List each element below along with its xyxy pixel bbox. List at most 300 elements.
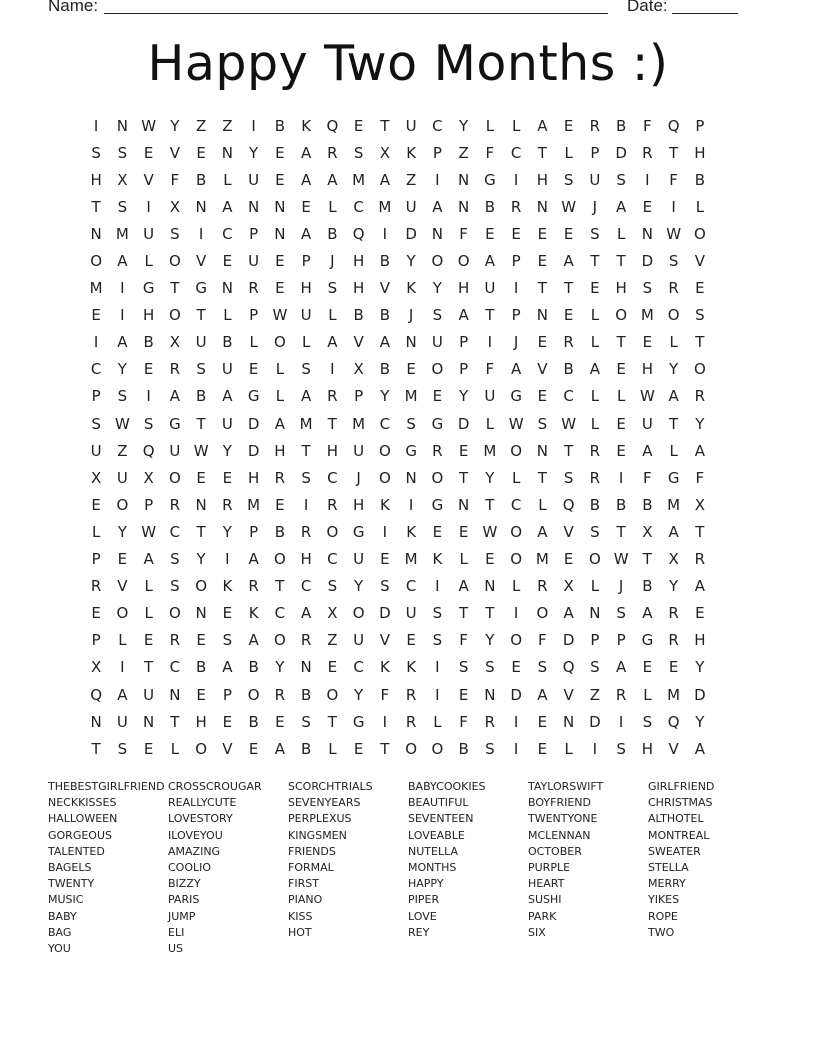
grid-letter[interactable]: T xyxy=(196,414,206,433)
grid-letter[interactable]: R xyxy=(589,116,601,135)
grid-letter[interactable]: I xyxy=(645,170,650,189)
grid-letter[interactable]: O xyxy=(510,441,523,460)
grid-letter[interactable]: A xyxy=(222,197,233,216)
grid-letter[interactable]: B xyxy=(694,170,706,189)
grid-letter[interactable]: R xyxy=(589,441,601,460)
grid-letter[interactable]: I xyxy=(251,116,256,135)
grid-letter[interactable]: K xyxy=(432,550,443,569)
grid-letter[interactable]: B xyxy=(248,658,259,677)
grid-letter[interactable]: E xyxy=(537,387,548,406)
grid-letter[interactable]: A xyxy=(458,306,469,325)
grid-letter[interactable]: B xyxy=(615,495,627,514)
grid-letter[interactable]: Y xyxy=(459,116,469,135)
grid-letter[interactable]: U xyxy=(353,441,365,460)
grid-letter[interactable]: L xyxy=(590,414,600,433)
grid-letter[interactable]: J xyxy=(330,252,335,271)
grid-letter[interactable]: L xyxy=(669,441,678,460)
grid-letter[interactable]: N xyxy=(536,197,548,216)
grid-letter[interactable]: O xyxy=(510,522,523,541)
grid-letter[interactable]: I xyxy=(303,495,309,514)
grid-letter[interactable]: S xyxy=(222,631,233,650)
grid-letter[interactable]: M xyxy=(404,387,418,406)
grid-letter[interactable]: T xyxy=(669,143,679,162)
grid-letter[interactable]: U xyxy=(431,333,443,352)
grid-letter[interactable]: M xyxy=(404,550,418,569)
grid-letter[interactable]: D xyxy=(694,685,706,704)
grid-letter[interactable]: R xyxy=(169,360,181,379)
grid-letter[interactable]: L xyxy=(643,685,652,704)
grid-letter[interactable]: Q xyxy=(90,685,103,704)
grid-letter[interactable]: M xyxy=(535,550,549,569)
grid-letter[interactable]: G xyxy=(142,279,155,298)
grid-letter[interactable]: D xyxy=(562,631,575,650)
grid-letter[interactable]: W xyxy=(272,306,288,325)
grid-letter[interactable]: L xyxy=(695,197,705,216)
grid-letter[interactable]: A xyxy=(117,685,128,704)
grid-letter[interactable]: Q xyxy=(667,712,680,731)
grid-letter[interactable]: N xyxy=(300,658,312,677)
grid-letter[interactable]: C xyxy=(563,387,574,406)
grid-letter[interactable]: U xyxy=(248,170,260,189)
grid-letter[interactable]: U xyxy=(300,306,312,325)
grid-letter[interactable]: A xyxy=(458,577,469,596)
grid-letter[interactable]: S xyxy=(537,414,548,433)
grid-letter[interactable]: F xyxy=(538,631,547,650)
grid-letter[interactable]: E xyxy=(327,658,338,677)
grid-letter[interactable]: H xyxy=(90,170,102,189)
grid-letter[interactable]: I xyxy=(225,550,230,569)
grid-letter[interactable]: B xyxy=(379,360,391,379)
grid-letter[interactable]: V xyxy=(169,143,180,162)
grid-letter[interactable]: S xyxy=(563,170,574,189)
grid-letter[interactable]: V xyxy=(143,170,154,189)
grid-letter[interactable]: U xyxy=(221,360,233,379)
grid-letter[interactable]: E xyxy=(222,468,233,487)
grid-letter[interactable]: R xyxy=(169,631,181,650)
grid-letter[interactable]: I xyxy=(120,279,125,298)
grid-letter[interactable]: G xyxy=(667,468,680,487)
grid-letter[interactable]: E xyxy=(196,143,206,162)
grid-letter[interactable]: G xyxy=(169,414,181,433)
grid-letter[interactable]: C xyxy=(222,224,233,243)
grid-letter[interactable]: O xyxy=(431,739,444,758)
grid-letter[interactable]: R xyxy=(248,577,259,596)
grid-letter[interactable]: L xyxy=(170,739,180,758)
grid-letter[interactable]: L xyxy=(144,252,153,271)
grid-letter[interactable]: R xyxy=(248,279,259,298)
grid-letter[interactable]: Y xyxy=(354,685,364,704)
grid-letter[interactable]: E xyxy=(432,387,443,406)
grid-letter[interactable]: H xyxy=(694,631,706,650)
grid-letter[interactable]: A xyxy=(300,143,312,162)
grid-letter[interactable]: U xyxy=(405,604,417,623)
grid-letter[interactable]: T xyxy=(564,279,574,298)
grid-letter[interactable]: E xyxy=(432,522,443,541)
grid-letter[interactable]: A xyxy=(222,658,233,677)
grid-letter[interactable]: C xyxy=(353,197,364,216)
grid-letter[interactable]: O xyxy=(667,306,680,325)
grid-letter[interactable]: N xyxy=(274,197,286,216)
grid-letter[interactable]: O xyxy=(247,685,260,704)
grid-letter[interactable]: E xyxy=(642,658,653,677)
date-input-line[interactable] xyxy=(672,13,738,14)
grid-letter[interactable]: F xyxy=(485,143,495,162)
grid-letter[interactable]: L xyxy=(328,306,337,325)
grid-letter[interactable]: I xyxy=(592,739,598,758)
grid-letter[interactable]: C xyxy=(432,116,443,135)
grid-letter[interactable]: N xyxy=(90,224,102,243)
grid-letter[interactable]: B xyxy=(143,333,154,352)
grid-letter[interactable]: E xyxy=(275,143,285,162)
grid-letter[interactable]: N xyxy=(405,333,417,352)
grid-letter[interactable]: C xyxy=(379,414,391,433)
grid-letter[interactable]: R xyxy=(169,495,181,514)
grid-letter[interactable]: H xyxy=(300,550,312,569)
grid-letter[interactable]: H xyxy=(300,279,312,298)
grid-letter[interactable]: O xyxy=(326,685,339,704)
grid-letter[interactable]: P xyxy=(459,360,469,379)
grid-letter[interactable]: D xyxy=(615,143,627,162)
grid-letter[interactable]: U xyxy=(405,116,417,135)
grid-letter[interactable]: B xyxy=(379,306,391,325)
grid-letter[interactable]: P xyxy=(249,224,259,243)
grid-letter[interactable]: X xyxy=(563,577,574,596)
grid-letter[interactable]: U xyxy=(353,550,365,569)
grid-letter[interactable]: K xyxy=(248,604,259,623)
grid-letter[interactable]: E xyxy=(563,550,574,569)
grid-letter[interactable]: S xyxy=(668,252,679,271)
grid-letter[interactable]: O xyxy=(352,604,365,623)
grid-letter[interactable]: O xyxy=(510,631,523,650)
grid-letter[interactable]: K xyxy=(406,658,417,677)
grid-letter[interactable]: L xyxy=(590,387,600,406)
grid-letter[interactable]: M xyxy=(352,170,366,189)
grid-letter[interactable]: R xyxy=(274,685,286,704)
grid-letter[interactable]: P xyxy=(91,631,101,650)
grid-letter[interactable]: R xyxy=(405,712,417,731)
grid-letter[interactable]: E xyxy=(91,306,101,325)
grid-letter[interactable]: S xyxy=(196,360,206,379)
grid-letter[interactable]: E xyxy=(668,658,679,677)
grid-letter[interactable]: B xyxy=(484,197,496,216)
grid-letter[interactable]: B xyxy=(300,739,312,758)
grid-letter[interactable]: Y xyxy=(485,631,495,650)
grid-letter[interactable]: S xyxy=(327,577,338,596)
grid-letter[interactable]: O xyxy=(90,252,103,271)
grid-letter[interactable]: W xyxy=(141,522,157,541)
grid-letter[interactable]: H xyxy=(615,279,627,298)
grid-letter[interactable]: E xyxy=(458,441,469,460)
grid-letter[interactable]: V xyxy=(537,360,548,379)
grid-letter[interactable]: R xyxy=(668,631,679,650)
grid-letter[interactable]: A xyxy=(327,333,338,352)
grid-letter[interactable]: V xyxy=(222,739,233,758)
grid-letter[interactable]: U xyxy=(641,414,653,433)
grid-letter[interactable]: E xyxy=(537,252,548,271)
grid-letter[interactable]: U xyxy=(169,441,181,460)
grid-letter[interactable]: L xyxy=(485,414,495,433)
grid-letter[interactable]: R xyxy=(405,685,417,704)
grid-letter[interactable]: C xyxy=(169,522,181,541)
grid-letter[interactable]: C xyxy=(405,577,417,596)
grid-letter[interactable]: E xyxy=(458,522,469,541)
grid-letter[interactable]: Y xyxy=(222,441,232,460)
grid-letter[interactable]: S xyxy=(485,658,495,677)
grid-letter[interactable]: M xyxy=(667,495,681,514)
grid-letter[interactable]: T xyxy=(380,739,390,758)
grid-letter[interactable]: L xyxy=(511,577,521,596)
grid-letter[interactable]: O xyxy=(273,631,286,650)
grid-letter[interactable]: V xyxy=(195,252,207,271)
grid-letter[interactable]: N xyxy=(458,170,470,189)
grid-letter[interactable]: A xyxy=(694,577,705,596)
grid-letter[interactable]: L xyxy=(91,522,101,541)
grid-letter[interactable]: T xyxy=(380,116,390,135)
grid-letter[interactable]: O xyxy=(431,252,444,271)
grid-letter[interactable]: V xyxy=(353,333,364,352)
grid-letter[interactable]: S xyxy=(301,360,311,379)
grid-letter[interactable]: S xyxy=(642,712,653,731)
grid-letter[interactable]: A xyxy=(589,360,600,379)
grid-letter[interactable]: S xyxy=(590,522,600,541)
grid-letter[interactable]: D xyxy=(589,712,601,731)
grid-letter[interactable]: C xyxy=(274,604,286,623)
grid-letter[interactable]: U xyxy=(143,685,155,704)
grid-letter[interactable]: M xyxy=(667,685,681,704)
grid-letter[interactable]: I xyxy=(513,604,519,623)
grid-letter[interactable]: R xyxy=(642,143,653,162)
grid-letter[interactable]: T xyxy=(537,468,547,487)
grid-letter[interactable]: J xyxy=(618,577,624,596)
grid-letter[interactable]: B xyxy=(274,522,286,541)
grid-letter[interactable]: P xyxy=(91,387,101,406)
grid-letter[interactable]: E xyxy=(563,306,574,325)
grid-letter[interactable]: E xyxy=(537,333,548,352)
grid-letter[interactable]: A xyxy=(274,414,285,433)
grid-letter[interactable]: W xyxy=(114,414,130,433)
name-input-line[interactable] xyxy=(104,13,608,14)
grid-letter[interactable]: K xyxy=(406,143,417,162)
grid-letter[interactable]: X xyxy=(90,658,102,677)
grid-letter[interactable]: E xyxy=(563,116,574,135)
grid-letter[interactable]: A xyxy=(248,550,259,569)
grid-letter[interactable]: I xyxy=(618,712,624,731)
grid-letter[interactable]: F xyxy=(170,170,180,189)
grid-letter[interactable]: C xyxy=(327,468,338,487)
grid-letter[interactable]: L xyxy=(223,306,232,325)
grid-letter[interactable]: G xyxy=(405,441,417,460)
grid-letter[interactable]: N xyxy=(484,685,496,704)
grid-letter[interactable]: F xyxy=(459,631,468,650)
grid-letter[interactable]: J xyxy=(356,468,361,487)
grid-letter[interactable]: Z xyxy=(222,116,233,135)
grid-letter[interactable]: A xyxy=(169,387,180,406)
grid-letter[interactable]: X xyxy=(694,495,706,514)
grid-letter[interactable]: E xyxy=(695,279,705,298)
grid-letter[interactable]: C xyxy=(300,577,312,596)
grid-letter[interactable]: T xyxy=(537,143,547,162)
grid-letter[interactable]: I xyxy=(435,658,440,677)
grid-letter[interactable]: A xyxy=(563,604,574,623)
grid-letter[interactable]: H xyxy=(457,279,470,298)
grid-letter[interactable]: W xyxy=(613,550,629,569)
grid-letter[interactable]: H xyxy=(352,495,365,514)
grid-letter[interactable]: P xyxy=(301,252,311,271)
grid-letter[interactable]: N xyxy=(536,441,548,460)
grid-letter[interactable]: X xyxy=(169,333,181,352)
grid-letter[interactable]: S xyxy=(170,577,180,596)
grid-letter[interactable]: S xyxy=(301,712,311,731)
grid-letter[interactable]: I xyxy=(671,197,676,216)
grid-letter[interactable]: S xyxy=(406,414,416,433)
grid-letter[interactable]: E xyxy=(458,685,469,704)
grid-letter[interactable]: M xyxy=(299,414,313,433)
grid-letter[interactable]: A xyxy=(248,631,259,650)
grid-letter[interactable]: U xyxy=(116,468,128,487)
grid-letter[interactable]: D xyxy=(379,604,391,623)
grid-letter[interactable]: E xyxy=(695,604,705,623)
grid-letter[interactable]: L xyxy=(511,468,521,487)
grid-letter[interactable]: O xyxy=(168,252,181,271)
grid-letter[interactable]: Y xyxy=(695,414,705,433)
grid-letter[interactable]: A xyxy=(117,252,128,271)
grid-letter[interactable]: B xyxy=(195,170,207,189)
grid-letter[interactable]: O xyxy=(116,495,129,514)
grid-letter[interactable]: Z xyxy=(458,143,469,162)
grid-letter[interactable]: D xyxy=(510,685,522,704)
grid-letter[interactable]: I xyxy=(120,658,125,677)
grid-letter[interactable]: Y xyxy=(669,360,679,379)
grid-letter[interactable]: Q xyxy=(326,116,339,135)
grid-letter[interactable]: E xyxy=(616,441,626,460)
grid-letter[interactable]: U xyxy=(248,252,260,271)
grid-letter[interactable]: B xyxy=(300,685,312,704)
grid-letter[interactable]: T xyxy=(695,333,705,352)
grid-letter[interactable]: I xyxy=(146,197,151,216)
grid-letter[interactable]: G xyxy=(431,495,444,514)
grid-letter[interactable]: I xyxy=(146,387,151,406)
grid-letter[interactable]: E xyxy=(143,739,154,758)
grid-letter[interactable]: G xyxy=(352,522,365,541)
grid-letter[interactable]: Z xyxy=(405,170,417,189)
grid-letter[interactable]: P xyxy=(432,143,442,162)
grid-letter[interactable]: O xyxy=(273,333,286,352)
grid-letter[interactable]: E xyxy=(222,712,233,731)
grid-letter[interactable]: N xyxy=(458,495,470,514)
grid-letter[interactable]: U xyxy=(484,279,496,298)
grid-letter[interactable]: Q xyxy=(562,495,575,514)
grid-letter[interactable]: B xyxy=(563,360,574,379)
grid-letter[interactable]: R xyxy=(327,495,338,514)
grid-letter[interactable]: H xyxy=(274,441,286,460)
grid-letter[interactable]: B xyxy=(327,224,338,243)
grid-letter[interactable]: Y xyxy=(695,658,705,677)
grid-letter[interactable]: S xyxy=(616,170,626,189)
grid-letter[interactable]: K xyxy=(406,279,417,298)
grid-letter[interactable]: N xyxy=(221,279,233,298)
grid-letter[interactable]: T xyxy=(485,495,495,514)
grid-letter[interactable]: A xyxy=(484,252,495,271)
grid-letter[interactable]: X xyxy=(327,604,338,623)
grid-letter[interactable]: U xyxy=(195,333,207,352)
grid-letter[interactable]: P xyxy=(91,550,101,569)
grid-letter[interactable]: K xyxy=(222,577,233,596)
grid-letter[interactable]: Y xyxy=(249,143,259,162)
grid-letter[interactable]: B xyxy=(222,333,233,352)
grid-letter[interactable]: V xyxy=(668,739,679,758)
grid-letter[interactable]: Y xyxy=(196,550,206,569)
grid-letter[interactable]: B xyxy=(274,116,286,135)
grid-letter[interactable]: D xyxy=(247,441,260,460)
grid-letter[interactable]: S xyxy=(485,739,495,758)
grid-letter[interactable]: E xyxy=(590,279,600,298)
grid-letter[interactable]: A xyxy=(642,441,653,460)
grid-letter[interactable]: S xyxy=(695,306,705,325)
grid-letter[interactable]: H xyxy=(142,306,155,325)
grid-letter[interactable]: G xyxy=(484,170,496,189)
grid-letter[interactable]: R xyxy=(589,468,601,487)
grid-letter[interactable]: A xyxy=(510,360,522,379)
grid-letter[interactable]: T xyxy=(196,306,206,325)
grid-letter[interactable]: T xyxy=(537,279,547,298)
grid-letter[interactable]: I xyxy=(382,522,388,541)
grid-letter[interactable]: L xyxy=(616,224,626,243)
grid-letter[interactable]: O xyxy=(168,604,181,623)
grid-letter[interactable]: V xyxy=(563,685,574,704)
grid-letter[interactable]: S xyxy=(327,279,338,298)
grid-letter[interactable]: H xyxy=(641,360,654,379)
grid-letter[interactable]: E xyxy=(275,712,285,731)
grid-letter[interactable]: B xyxy=(615,116,627,135)
grid-letter[interactable]: M xyxy=(352,414,366,433)
grid-letter[interactable]: Y xyxy=(406,252,416,271)
grid-letter[interactable]: H xyxy=(352,252,365,271)
grid-letter[interactable]: B xyxy=(195,658,207,677)
grid-letter[interactable]: Y xyxy=(695,712,705,731)
grid-letter[interactable]: I xyxy=(382,224,388,243)
grid-letter[interactable]: I xyxy=(435,685,440,704)
grid-letter[interactable]: L xyxy=(301,333,311,352)
grid-letter[interactable]: B xyxy=(195,387,207,406)
grid-letter[interactable]: A xyxy=(642,604,653,623)
grid-letter[interactable]: L xyxy=(144,577,153,596)
grid-letter[interactable]: C xyxy=(169,658,181,677)
grid-letter[interactable]: A xyxy=(300,170,312,189)
grid-letter[interactable]: O xyxy=(326,522,339,541)
grid-letter[interactable]: I xyxy=(513,170,519,189)
grid-letter[interactable]: H xyxy=(195,712,207,731)
grid-letter[interactable]: T xyxy=(669,414,679,433)
grid-letter[interactable]: E xyxy=(301,197,311,216)
grid-letter[interactable]: A xyxy=(537,522,548,541)
grid-letter[interactable]: F xyxy=(643,468,652,487)
grid-letter[interactable]: E xyxy=(511,224,521,243)
grid-letter[interactable]: P xyxy=(511,306,521,325)
grid-letter[interactable]: P xyxy=(590,631,600,650)
grid-letter[interactable]: P xyxy=(590,143,600,162)
grid-letter[interactable]: H xyxy=(536,170,549,189)
grid-letter[interactable]: N xyxy=(169,685,181,704)
grid-letter[interactable]: O xyxy=(615,306,628,325)
grid-letter[interactable]: A xyxy=(432,197,443,216)
grid-letter[interactable]: S xyxy=(91,414,101,433)
grid-letter[interactable]: Y xyxy=(117,360,127,379)
grid-letter[interactable]: E xyxy=(642,333,653,352)
grid-letter[interactable]: I xyxy=(120,306,125,325)
grid-letter[interactable]: X xyxy=(379,143,391,162)
grid-letter[interactable]: G xyxy=(352,712,365,731)
grid-letter[interactable]: A xyxy=(117,333,128,352)
